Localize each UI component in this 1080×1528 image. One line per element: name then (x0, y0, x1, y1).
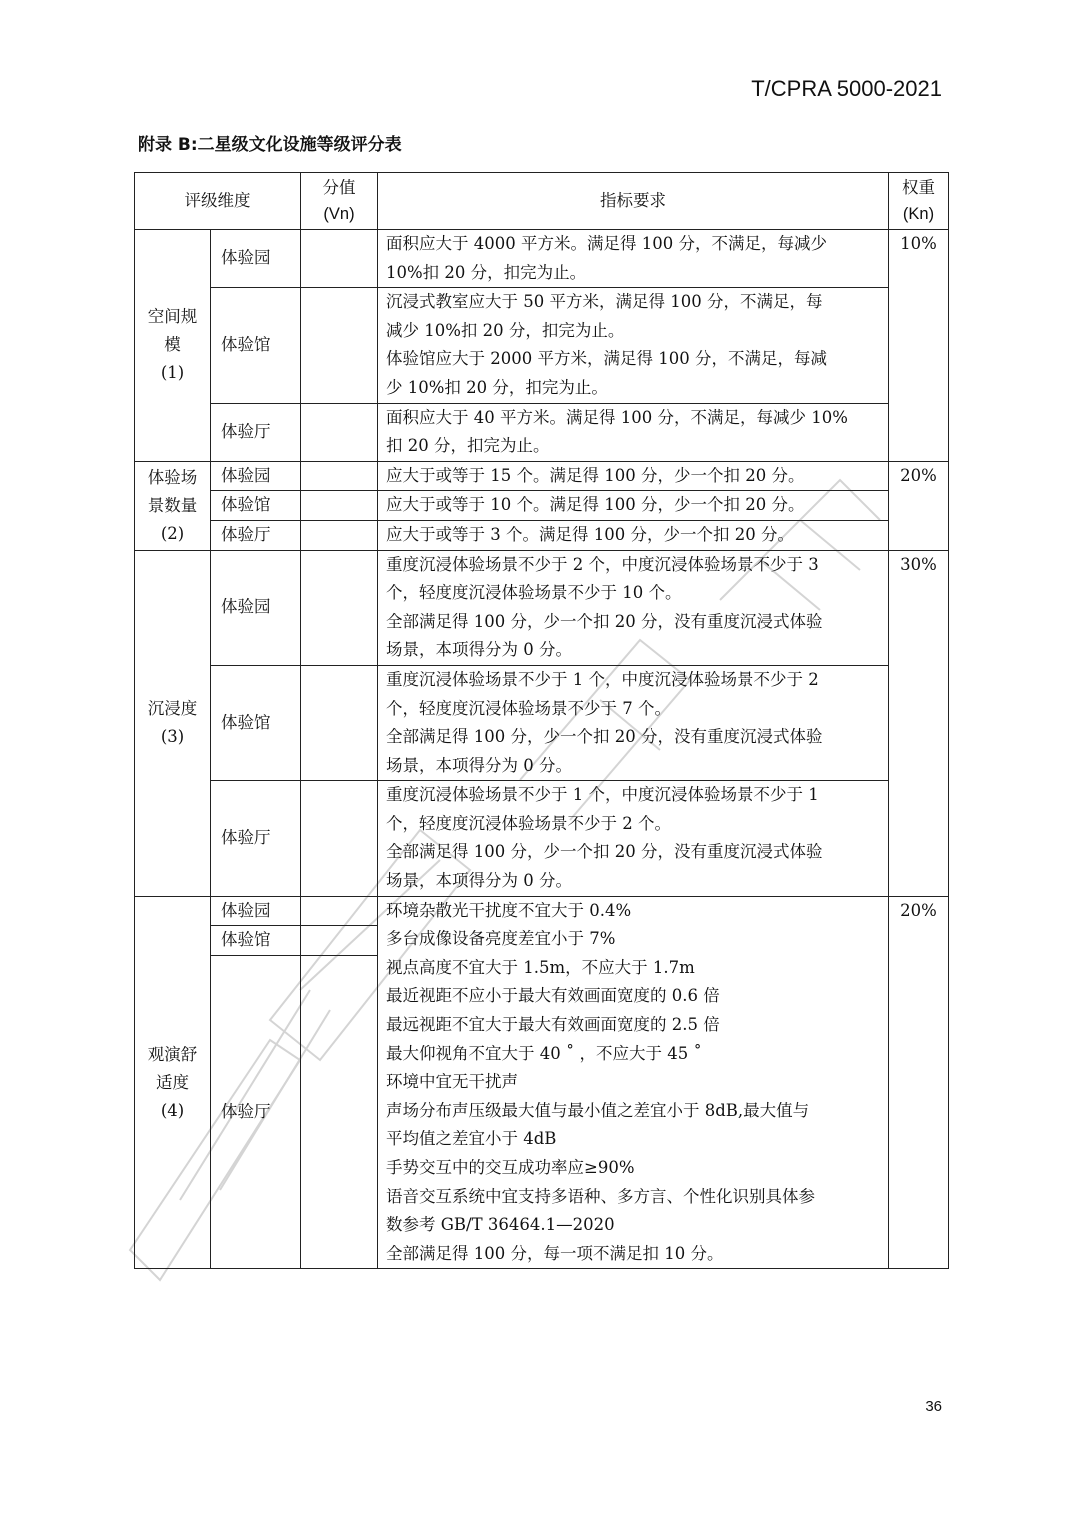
score-cell (301, 955, 378, 1269)
dimension-cell: 沉浸度 (3) (135, 550, 211, 896)
sub-category-cell: 体验园 (211, 896, 301, 926)
requirement-cell: 应大于或等于 10 个。满足得 100 分，少一个扣 20 分。 (378, 491, 889, 521)
requirement-cell: 应大于或等于 3 个。满足得 100 分，少一个扣 20 分。 (378, 520, 889, 550)
score-cell (301, 403, 378, 461)
sub-category-cell: 体验馆 (211, 926, 301, 956)
requirement-cell: 环境杂散光干扰度不宜大于 0.4% 多台成像设备亮度差宜小于 7% 视点高度不宜大于 1.5m，不应大于 1.7m 最近视距不应小于最大有效画面宽度的 0.6 倍 最远视距不宜大于最大有效画面宽度的 2.5 倍 最大仰视角不宜大于 40 ˚ ，不应大于 45 ˚ 环境中宜无干扰声 声场分布声压级最大值与最小值之差宜小于 8dB,最大值与 平均值之差宜小于 4dB 手势交互中的交互成功率应≥90% 语音交互系统中宜支持多语种、多方言、个性化识别具体参 数参考 GB/T 36464.1—2020 全部满足得 100 分，每一项不满足扣 10 分。 (378, 896, 889, 1269)
score-cell (301, 550, 378, 665)
requirement-cell: 重度沉浸体验场景不少于 2 个，中度沉浸体验场景不少于 3 个，轻度度沉浸体验场景不少于 10 个。 全部满足得 100 分，少一个扣 20 分，没有重度沉浸式体验 场景，本项得分为 0 分。 (378, 550, 889, 665)
table-row (135, 520, 949, 550)
rating-table (134, 172, 949, 1269)
sub-category-cell: 体验厅 (211, 403, 301, 461)
requirement-cell: 面积应大于 40 平方米。满足得 100 分，不满足，每减少 10% 扣 20 分，扣完为止。 (378, 403, 889, 461)
sub-category-cell: 体验厅 (211, 955, 301, 1269)
table-header-row (135, 173, 949, 230)
requirement-cell: 面积应大于 4000 平方米。满足得 100 分，不满足，每减少 10%扣 20 分，扣完为止。 (378, 230, 889, 288)
score-cell (301, 520, 378, 550)
requirement-cell: 应大于或等于 15 个。满足得 100 分，少一个扣 20 分。 (378, 461, 889, 491)
score-cell (301, 288, 378, 403)
table-row (135, 896, 949, 926)
table-row (135, 403, 949, 461)
table-row (135, 550, 949, 665)
score-cell (301, 926, 378, 956)
table-row (135, 665, 949, 780)
dimension-cell: 空间规 模 (1) (135, 230, 211, 462)
table-row (135, 781, 949, 896)
sub-category-cell: 体验园 (211, 550, 301, 665)
sub-category-cell: 体验厅 (211, 520, 301, 550)
requirement-cell: 重度沉浸体验场景不少于 1 个，中度沉浸体验场景不少于 2 个，轻度度沉浸体验场景不少于 7 个。 全部满足得 100 分，少一个扣 20 分，没有重度沉浸式体验 场景，本项得分为 0 分。 (378, 665, 889, 780)
sub-category-cell: 体验馆 (211, 491, 301, 521)
score-cell (301, 665, 378, 780)
table-row (135, 230, 949, 288)
sub-category-cell: 体验园 (211, 461, 301, 491)
weight-cell: 20% (889, 461, 949, 550)
score-cell (301, 896, 378, 926)
appendix-title: 附录 B:二星级文化设施等级评分表 (138, 135, 402, 155)
sub-category-cell: 体验馆 (211, 665, 301, 780)
sub-category-cell: 体验园 (211, 230, 301, 288)
table-row (135, 461, 949, 491)
dimension-cell: 体验场 景数量 (2) (135, 461, 211, 550)
sub-category-cell: 体验厅 (211, 781, 301, 896)
header-requirement: 指标要求 (378, 173, 889, 230)
weight-cell: 10% (889, 230, 949, 462)
table-row (135, 288, 949, 403)
table-row (135, 491, 949, 521)
header-weight: 权重 (Kn) (889, 173, 949, 230)
header-score: 分值 (Vn) (301, 173, 378, 230)
requirement-cell: 沉浸式教室应大于 50 平方米，满足得 100 分，不满足，每 减少 10%扣 20 分，扣完为止。 体验馆应大于 2000 平方米，满足得 100 分，不满足，每减 少 10%扣 20 分，扣完为止。 (378, 288, 889, 403)
dimension-cell: 观演舒 适度 (4) (135, 896, 211, 1269)
score-cell (301, 230, 378, 288)
page-number: 36 (925, 1398, 942, 1415)
requirement-cell: 重度沉浸体验场景不少于 1 个，中度沉浸体验场景不少于 1 个，轻度度沉浸体验场景不少于 2 个。 全部满足得 100 分，少一个扣 20 分，没有重度沉浸式体验 场景，本项得分为 0 分。 (378, 781, 889, 896)
weight-cell: 20% (889, 896, 949, 1269)
weight-cell: 30% (889, 550, 949, 896)
sub-category-cell: 体验馆 (211, 288, 301, 403)
standard-code: T/CPRA 5000-2021 (751, 76, 942, 101)
score-cell (301, 461, 378, 491)
score-cell (301, 491, 378, 521)
score-cell (301, 781, 378, 896)
header-dimension: 评级维度 (135, 173, 301, 230)
